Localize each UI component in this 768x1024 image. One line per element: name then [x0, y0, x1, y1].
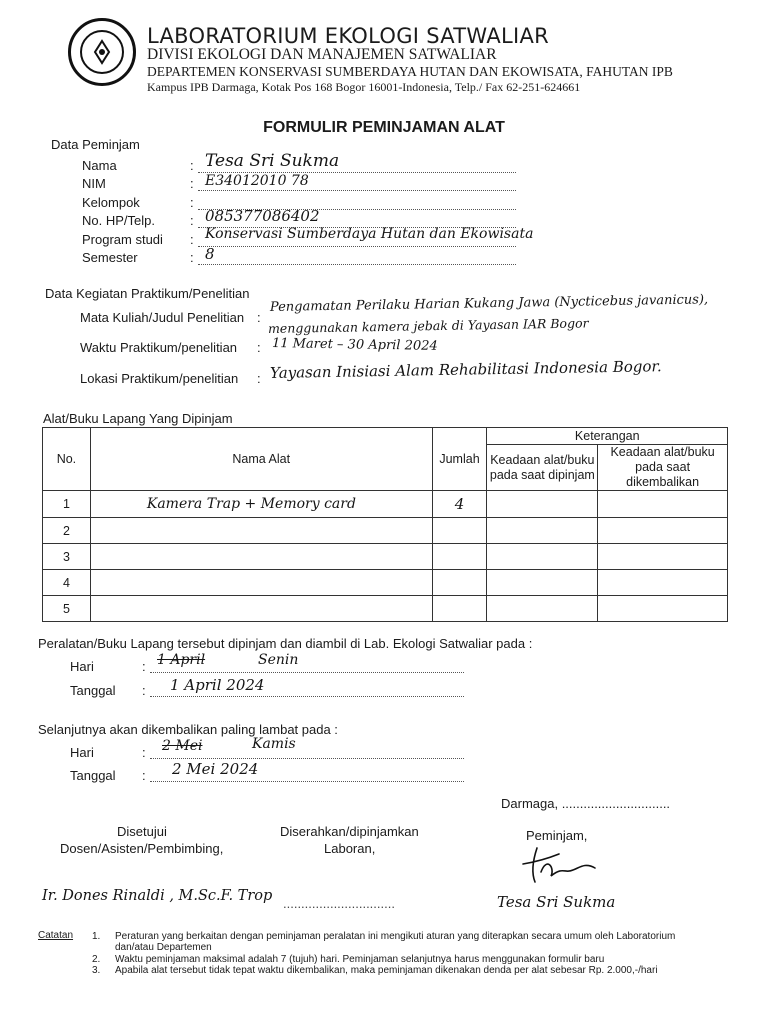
row-no: 4	[43, 570, 91, 596]
tanggal-pinjam-line	[150, 696, 464, 697]
label-waktu: Waktu Praktikum/penelitian	[80, 340, 238, 355]
row-jumlah[interactable]	[432, 518, 487, 544]
row-dikembalikan[interactable]	[598, 544, 728, 570]
row-no: 3	[43, 544, 91, 570]
row-nama-alat[interactable]: Kamera Trap + Memory card	[90, 491, 432, 518]
pinjam-statement: Peralatan/Buku Lapang tersebut dipinjam dan diambil di Lab. Ekologi Satwaliar pada :	[38, 636, 533, 651]
no-hp-value[interactable]: 085377086402	[205, 207, 320, 225]
hari-pinjam-line	[150, 672, 464, 673]
row-jumlah[interactable]: 4	[432, 491, 487, 518]
diserahkan-role: Laboran,	[324, 841, 376, 856]
row-no: 5	[43, 596, 91, 622]
catatan-item: Apabila alat tersebut tidak tepat waktu dikembalikan, maka peminjaman dikenakan denda per alat sebesar Rp. 2.000,-/hari	[115, 965, 658, 976]
row-dipinjam[interactable]	[487, 596, 598, 622]
row-dipinjam[interactable]	[487, 518, 598, 544]
table-row	[43, 491, 728, 518]
nama-value[interactable]: Tesa Sri Sukma	[205, 151, 340, 171]
col-header-nama-alat: Nama Alat	[90, 428, 432, 491]
label-tanggal-pinjam: Tanggal	[70, 683, 116, 698]
disetujui-role: Dosen/Asisten/Pembimbing,	[60, 841, 224, 856]
col-header-no: No.	[43, 428, 91, 491]
colon: :	[190, 176, 194, 191]
row-jumlah[interactable]	[432, 596, 487, 622]
label-nama: Nama	[82, 158, 117, 173]
alat-table	[42, 427, 728, 622]
colon: :	[190, 250, 194, 265]
hari-kembali-value[interactable]: Kamis	[252, 736, 296, 752]
dosen-name[interactable]: Ir. Dones Rinaldi , M.Sc.F. Trop	[42, 888, 273, 904]
catatan-item: Peraturan yang berkaitan dengan peminjaman peralatan ini mengikuti aturan yang diterapkan secara umum oleh Laboratorium dan/atau Departemen	[115, 931, 676, 953]
disetujui-label: Disetujui	[117, 824, 167, 839]
label-no-hp: No. HP/Telp.	[82, 213, 155, 228]
peminjam-name[interactable]: Tesa Sri Sukma	[497, 893, 616, 911]
place-date: Darmaga, ..............................	[501, 796, 671, 811]
label-kelompok: Kelompok	[82, 195, 140, 210]
row-nama-alat[interactable]	[90, 518, 432, 544]
tanggal-pinjam-value[interactable]: 1 April 2024	[170, 676, 265, 694]
colon: :	[142, 659, 146, 674]
peminjam-label: Peminjam,	[526, 828, 588, 843]
label-program-studi: Program studi	[82, 232, 163, 247]
row-dikembalikan[interactable]	[598, 596, 728, 622]
row-dipinjam[interactable]	[487, 544, 598, 570]
colon: :	[257, 371, 261, 386]
row-dikembalikan[interactable]	[598, 570, 728, 596]
colon: :	[142, 768, 146, 783]
letterhead-address: Kampus IPB Darmaga, Kotak Pos 168 Bogor 16001-Indonesia, Telp./ Fax 62-251-624661	[147, 80, 581, 94]
form-title: FORMULIR PEMINJAMAN ALAT	[263, 119, 505, 136]
mata-kuliah-value-line1[interactable]: Pengamatan Perilaku Harian Kukang Jawa (Nycticebus javanicus),	[269, 292, 709, 315]
col-header-jumlah: Jumlah	[432, 428, 487, 491]
colon: :	[142, 745, 146, 760]
catatan-num: 2.	[92, 954, 101, 965]
peminjam-signature	[515, 842, 605, 887]
hari-pinjam-value[interactable]: Senin	[258, 652, 299, 668]
laboran-name-line: ...............................	[283, 896, 395, 911]
col-header-dikembalikan: Keadaan alat/buku pada saat dikembalikan	[598, 445, 728, 491]
row-jumlah[interactable]	[432, 544, 487, 570]
kembali-statement: Selanjutnya akan dikembalikan paling lambat pada :	[38, 722, 338, 737]
table-row	[43, 596, 728, 622]
row-jumlah[interactable]	[432, 570, 487, 596]
row-nama-alat[interactable]	[90, 596, 432, 622]
row-dikembalikan[interactable]	[598, 518, 728, 544]
ipb-logo	[68, 18, 136, 86]
nim-line	[198, 190, 516, 191]
diserahkan-label: Diserahkan/dipinjamkan	[280, 824, 419, 839]
tanggal-kembali-value[interactable]: 2 Mei 2024	[172, 760, 259, 778]
catatan-num: 3.	[92, 965, 101, 976]
colon: :	[190, 158, 194, 173]
semester-line	[198, 264, 516, 265]
colon: :	[257, 310, 261, 325]
waktu-value[interactable]: 11 Maret – 30 April 2024	[271, 336, 438, 354]
catatan-item: Waktu peminjaman maksimal adalah 7 (tujuh) hari. Peminjaman selanjutnya harus menggunakan formulir baru	[115, 954, 605, 965]
colon: :	[190, 232, 194, 247]
section-alat: Alat/Buku Lapang Yang Dipinjam	[43, 411, 233, 426]
label-semester: Semester	[82, 250, 138, 265]
label-hari-pinjam: Hari	[70, 659, 94, 674]
table-row	[43, 570, 728, 596]
section-data-kegiatan: Data Kegiatan Praktikum/Penelitian	[45, 286, 250, 301]
program-studi-value[interactable]: Konservasi Sumberdaya Hutan dan Ekowisata	[205, 226, 534, 242]
row-nama-alat[interactable]	[90, 570, 432, 596]
label-hari-kembali: Hari	[70, 745, 94, 760]
letterhead-department: DEPARTEMEN KONSERVASI SUMBERDAYA HUTAN DAN EKOWISATA, FAHUTAN IPB	[147, 64, 673, 79]
row-no: 2	[43, 518, 91, 544]
catatan-label: Catatan	[38, 930, 74, 941]
tanggal-kembali-line	[150, 781, 464, 782]
catatan-num: 1.	[92, 931, 101, 942]
colon: :	[190, 213, 194, 228]
hari-kembali-struck[interactable]: 2 Mei	[162, 738, 203, 754]
row-nama-alat[interactable]	[90, 544, 432, 570]
label-nim: NIM	[82, 176, 106, 191]
row-dipinjam[interactable]	[487, 570, 598, 596]
row-dipinjam[interactable]	[487, 491, 598, 518]
row-dikembalikan[interactable]	[598, 491, 728, 518]
semester-value[interactable]: 8	[205, 245, 215, 263]
lokasi-value[interactable]: Yayasan Inisiasi Alam Rehabilitasi Indonesia Bogor.	[269, 357, 662, 382]
program-studi-line	[198, 246, 516, 247]
table-row	[43, 518, 728, 544]
letterhead-division: DIVISI EKOLOGI DAN MANAJEMEN SATWALIAR	[147, 46, 497, 63]
label-lokasi: Lokasi Praktikum/penelitian	[80, 371, 239, 386]
colon: :	[142, 683, 146, 698]
label-mata-kuliah: Mata Kuliah/Judul Penelitian	[80, 310, 245, 325]
row-no: 1	[43, 491, 91, 518]
logo-emblem	[71, 21, 133, 83]
hari-kembali-line	[150, 758, 464, 759]
section-data-peminjam: Data Peminjam	[51, 137, 140, 152]
nim-value[interactable]: E34012010 78	[205, 173, 309, 189]
letterhead-lab-name: LABORATORIUM EKOLOGI SATWALIAR	[147, 24, 550, 48]
mata-kuliah-value-line2[interactable]: menggunakan kamera jebak di Yayasan IAR Bogor	[267, 315, 589, 336]
label-tanggal-kembali: Tanggal	[70, 768, 116, 783]
col-header-dipinjam: Keadaan alat/buku pada saat dipinjam	[487, 445, 598, 491]
colon: :	[257, 340, 261, 355]
col-header-keterangan: Keterangan	[487, 428, 728, 445]
table-row	[43, 544, 728, 570]
colon: :	[190, 195, 194, 210]
hari-pinjam-struck[interactable]: 1 April	[157, 652, 206, 668]
